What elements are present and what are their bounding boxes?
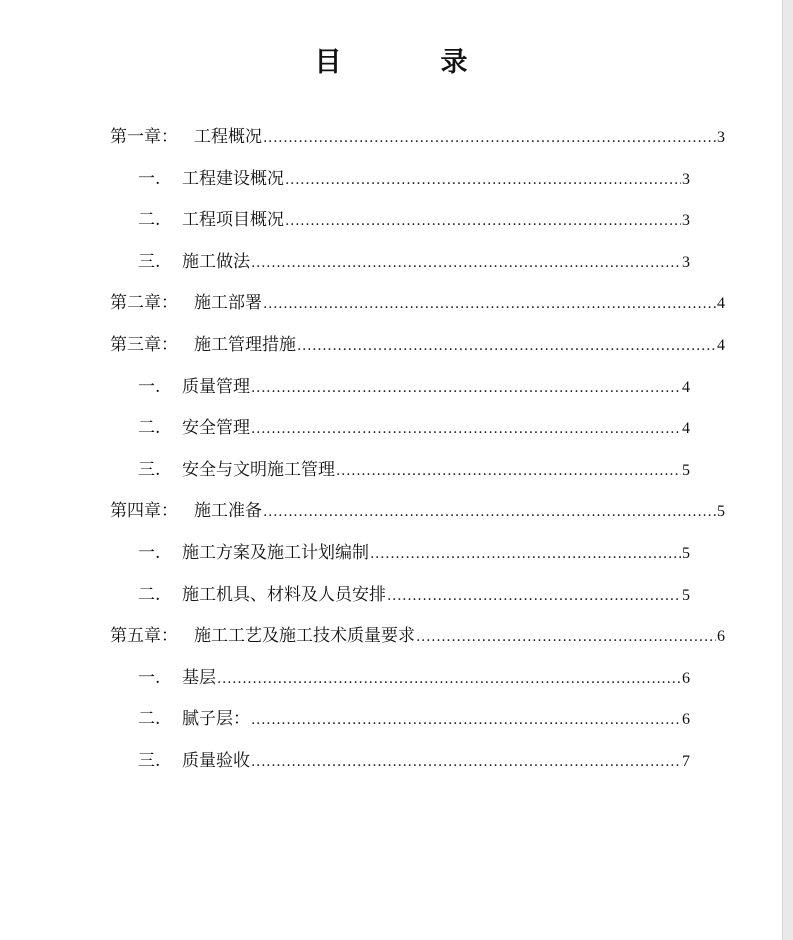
toc-section-entry[interactable] bbox=[138, 417, 690, 439]
toc-entry-label: 施工工艺及施工技术质量要求 bbox=[194, 626, 415, 646]
toc-page-number: 4 bbox=[682, 420, 690, 437]
toc-entry-number: 第三章： bbox=[110, 335, 178, 355]
toc-section-entry[interactable] bbox=[138, 168, 690, 190]
toc-entry-number: 第二章： bbox=[110, 293, 178, 313]
toc-entry-number: 一. bbox=[138, 668, 161, 688]
toc-chapter-entry[interactable] bbox=[110, 334, 725, 356]
toc-page-number: 4 bbox=[682, 379, 690, 396]
toc-page-number: 6 bbox=[682, 711, 690, 728]
toc-dot-leader bbox=[297, 335, 716, 357]
toc-dot-leader bbox=[263, 293, 716, 315]
toc-entry-number: 二. bbox=[138, 585, 161, 605]
toc-page-number: 4 bbox=[717, 337, 725, 354]
toc-entry-label: 质量验收 bbox=[182, 751, 250, 771]
toc-entry-label: 施工方案及施工计划编制 bbox=[182, 543, 369, 563]
toc-entry-number: 一. bbox=[138, 543, 161, 563]
toc-entry-label: 施工准备 bbox=[194, 501, 262, 521]
toc-entry-label: 工程建设概况 bbox=[182, 169, 284, 189]
toc-entry-label: 质量管理 bbox=[182, 377, 250, 397]
toc-entry-number: 二. bbox=[138, 418, 161, 438]
toc-section-entry[interactable] bbox=[138, 750, 690, 772]
toc-page-number: 4 bbox=[717, 295, 725, 312]
toc-dot-leader bbox=[370, 543, 681, 565]
toc-entry-number: 二. bbox=[138, 709, 161, 729]
toc-entry-number: 一. bbox=[138, 377, 161, 397]
toc-dot-leader bbox=[251, 252, 681, 274]
toc-page-number: 3 bbox=[717, 129, 725, 146]
toc-entry-label: 基层 bbox=[182, 668, 216, 688]
toc-entry-number: 二. bbox=[138, 210, 161, 230]
toc-section-entry[interactable] bbox=[138, 708, 690, 730]
toc-entry-number: 第一章： bbox=[110, 127, 178, 147]
toc-dot-leader bbox=[285, 169, 681, 191]
toc-page-number: 5 bbox=[682, 545, 690, 562]
toc-page-number: 3 bbox=[682, 254, 690, 271]
toc-dot-leader bbox=[387, 585, 681, 607]
toc-entry-label: 施工做法 bbox=[182, 252, 250, 272]
toc-chapter-entry[interactable] bbox=[110, 292, 725, 314]
toc-page-number: 3 bbox=[682, 212, 690, 229]
toc-page-number: 6 bbox=[682, 670, 690, 687]
toc-entry-number: 第四章： bbox=[110, 501, 178, 521]
toc-dot-leader bbox=[263, 501, 716, 523]
toc-page-number: 5 bbox=[682, 587, 690, 604]
toc-chapter-entry[interactable] bbox=[110, 126, 725, 148]
toc-section-entry[interactable] bbox=[138, 209, 690, 231]
page-edge-shadow bbox=[782, 0, 793, 940]
toc-page-number: 7 bbox=[682, 753, 690, 770]
toc-title: 目 录 bbox=[314, 47, 504, 78]
toc-section-entry[interactable] bbox=[138, 376, 690, 398]
toc-dot-leader bbox=[416, 626, 716, 648]
toc-page-number: 6 bbox=[717, 628, 725, 645]
toc-entry-label: 安全与文明施工管理 bbox=[182, 460, 335, 480]
toc-dot-leader bbox=[251, 377, 681, 399]
toc-entry-label: 施工机具、材料及人员安排 bbox=[182, 585, 386, 605]
toc-page-number: 5 bbox=[717, 503, 725, 520]
toc-entry-number: 三. bbox=[138, 751, 161, 771]
toc-dot-leader bbox=[251, 709, 681, 731]
toc-entry-label: 腻子层： bbox=[182, 709, 250, 729]
toc-section-entry[interactable] bbox=[138, 251, 690, 273]
toc-section-entry[interactable] bbox=[138, 542, 690, 564]
toc-page-number: 5 bbox=[682, 462, 690, 479]
toc-chapter-entry[interactable] bbox=[110, 625, 725, 647]
toc-entry-number: 三. bbox=[138, 460, 161, 480]
toc-entry-label: 安全管理 bbox=[182, 418, 250, 438]
toc-entry-label: 工程概况 bbox=[194, 127, 262, 147]
toc-section-entry[interactable] bbox=[138, 584, 690, 606]
toc-entry-label: 工程项目概况 bbox=[182, 210, 284, 230]
toc-entry-number: 三. bbox=[138, 252, 161, 272]
toc-entry-label: 施工部署 bbox=[194, 293, 262, 313]
toc-section-entry[interactable] bbox=[138, 667, 690, 689]
toc-dot-leader bbox=[285, 210, 681, 232]
toc-dot-leader bbox=[251, 751, 681, 773]
toc-dot-leader bbox=[263, 127, 716, 149]
toc-dot-leader bbox=[251, 418, 681, 440]
toc-page-number: 3 bbox=[682, 171, 690, 188]
toc-dot-leader bbox=[217, 668, 681, 690]
toc-section-entry[interactable] bbox=[138, 459, 690, 481]
toc-entry-number: 一. bbox=[138, 169, 161, 189]
toc-dot-leader bbox=[336, 460, 681, 482]
toc-entry-label: 施工管理措施 bbox=[194, 335, 296, 355]
toc-entry-number: 第五章： bbox=[110, 626, 178, 646]
toc-chapter-entry[interactable] bbox=[110, 500, 725, 522]
